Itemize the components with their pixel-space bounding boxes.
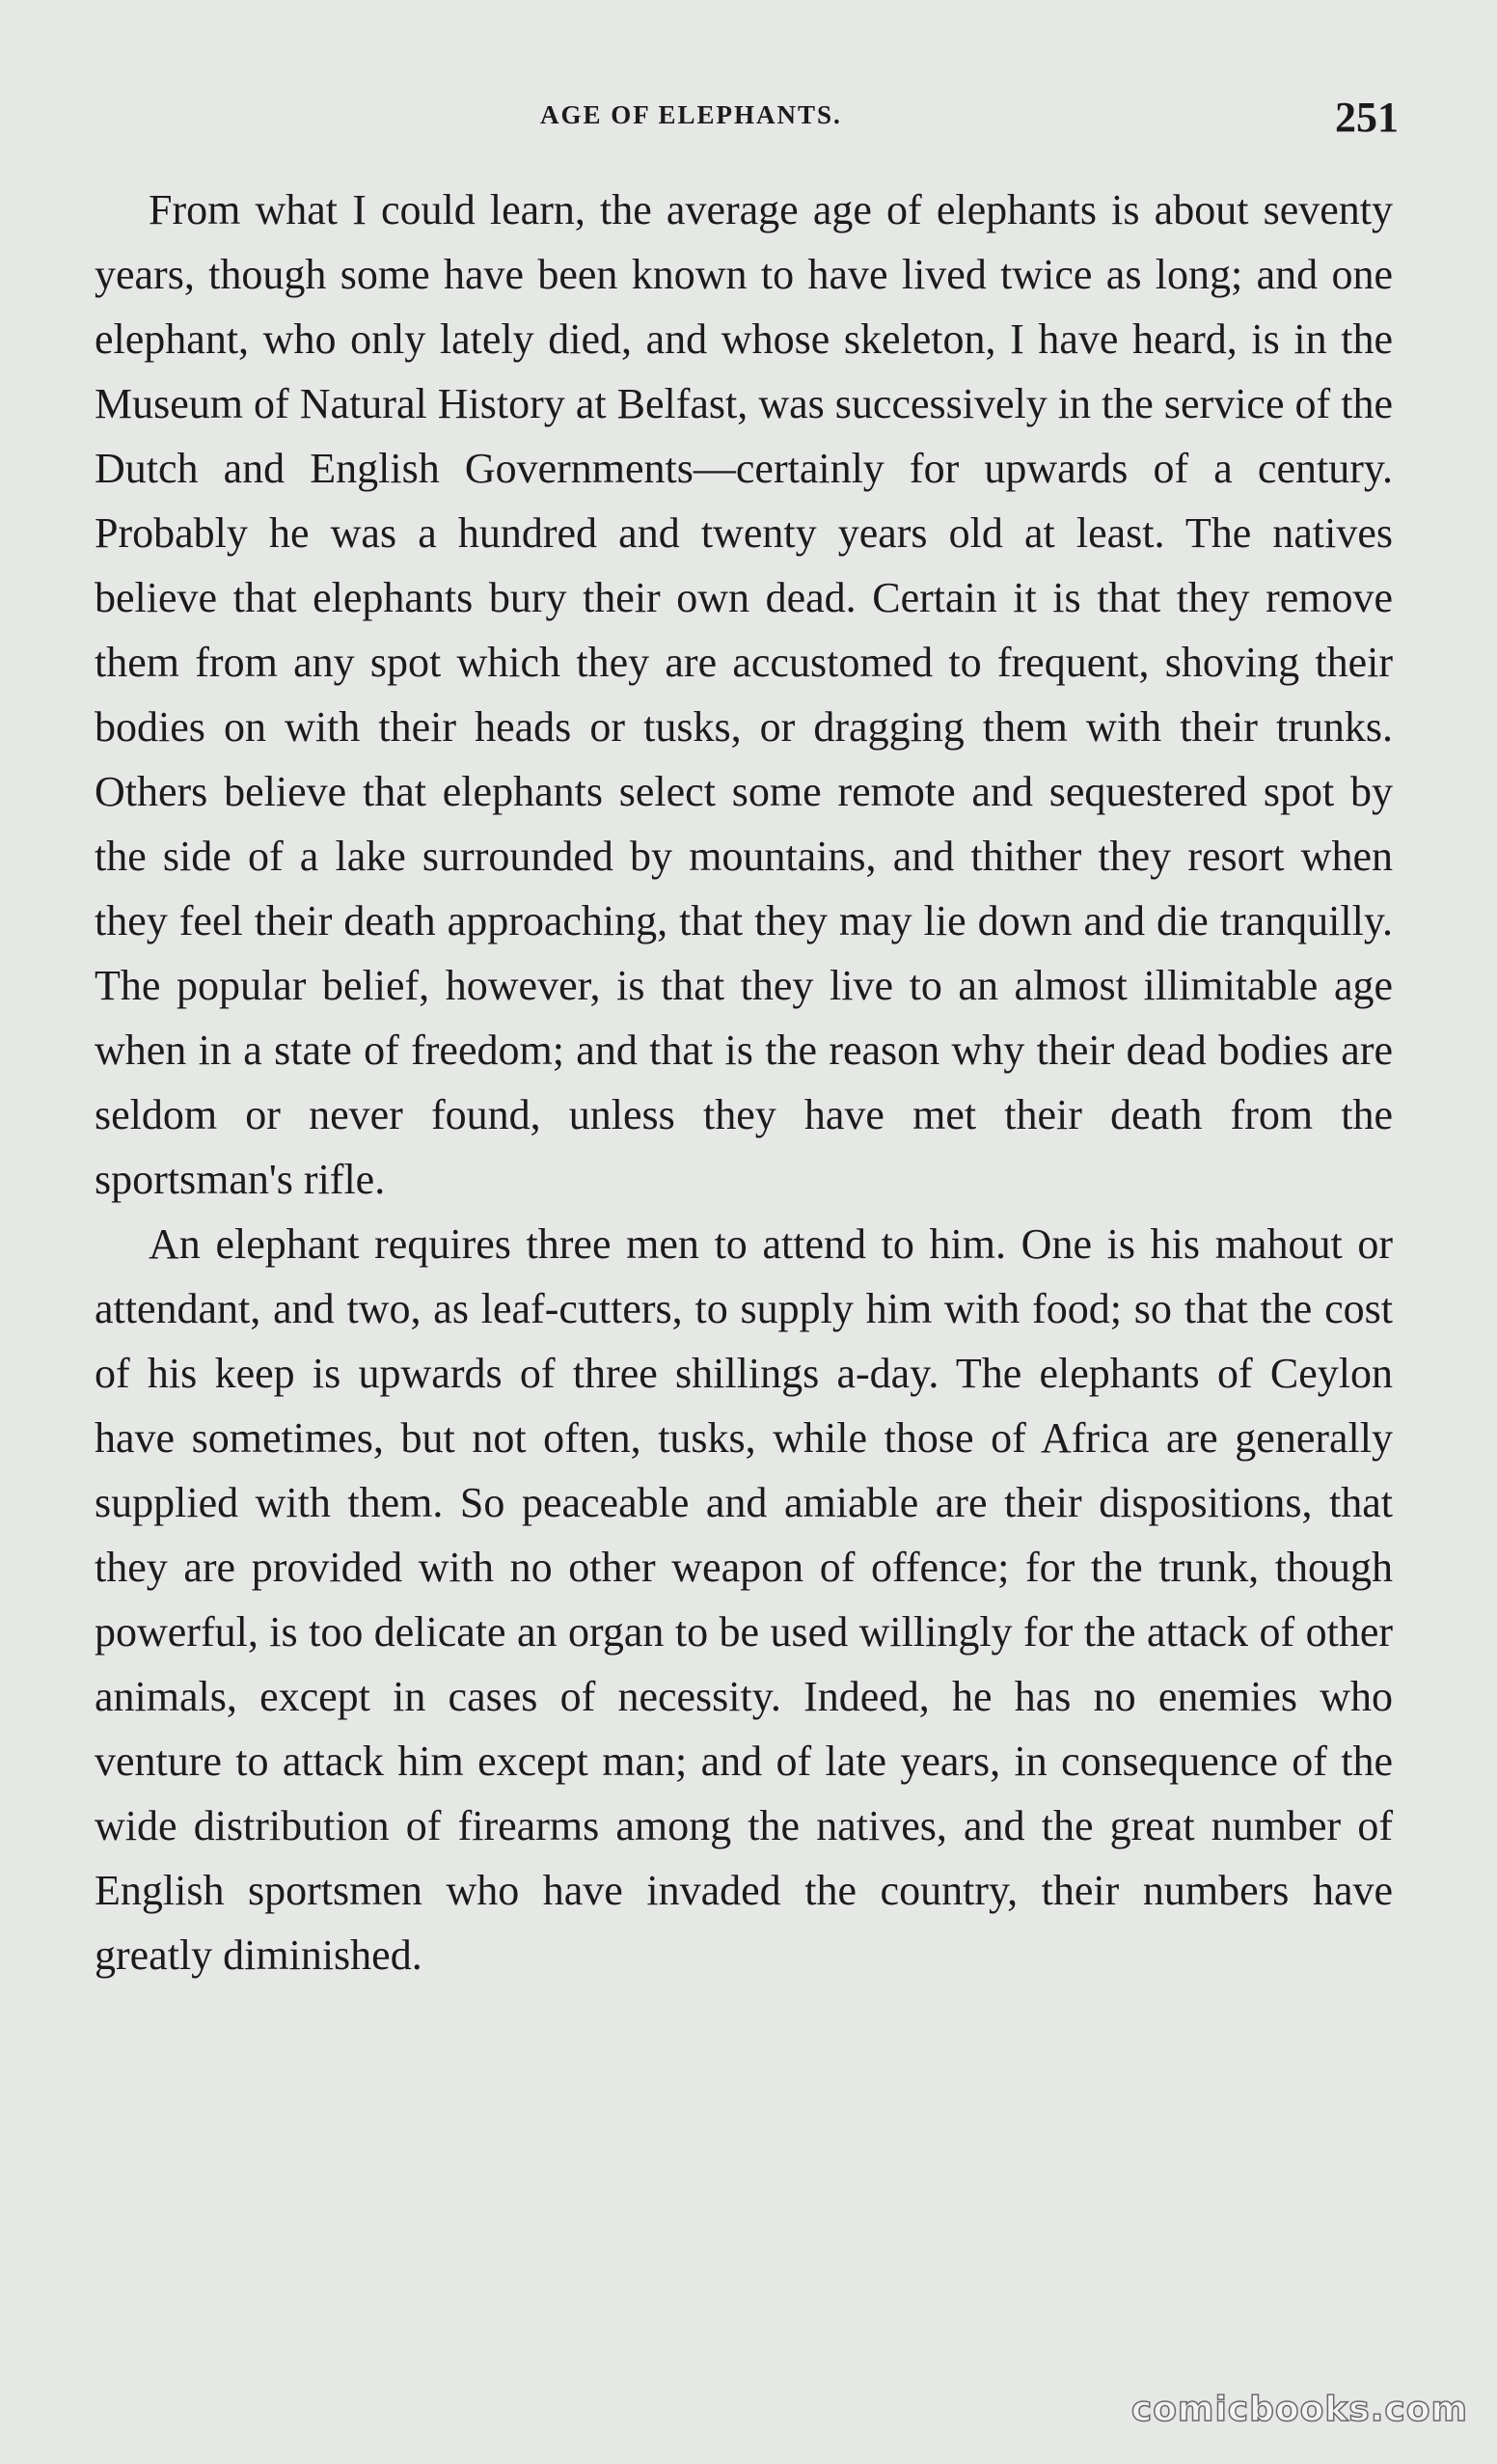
page-number: 251 <box>1335 94 1399 141</box>
running-title: AGE OF ELEPHANTS. <box>540 100 842 129</box>
running-head <box>0 93 1497 151</box>
paragraph-1: From what I could learn, the average age of elephants is about seventy years, though some have been known to have lived twice as long; and one elephant, who only lately died, and whose skeleton, I have heard, is in the Museum of Natural History at Belfast, was successively in the service of the Dutch and English Governments—certainly for upwards of a century. Probably he was a hundred and twenty years old at least. The natives believe that elephants bury their own dead. Certain it is that they remove them from any spot which they are accustomed to frequent, shoving their bodies on with their heads or tusks, or dragging them with their trunks. Others believe that elephants select some remote and sequestered spot by the side of a lake surrounded by mountains, and thither they resort when they feel their death approaching, that they may lie down and die tranquilly. The popular belief, however, is that they live to an almost illimitable age when in a state of freedom; and that is the reason why their dead bodies are seldom or never found, unless they have met their death from the sportsman's rifle. <box>95 186 1393 1203</box>
body-text <box>95 178 1393 1987</box>
watermark: comicbooks.com <box>1130 2390 1468 2429</box>
paragraph-2: An elephant requires three men to attend to him. One is his mahout or attendant, and two, as leaf-cutters, to supply him with food; so that the cost of his keep is upwards of three shillings a-day. The elephants of Ceylon have sometimes, but not often, tusks, while those of Africa are generally supplied with them. So peaceable and amiable are their dispositions, that they are provided with no other weapon of offence; for the trunk, though powerful, is too delicate an organ to be used willingly for the attack of other animals, except in cases of necessity. Indeed, he has no enemies who venture to attack him except man; and of late years, in consequence of the wide distribution of firearms among the natives, and the great number of English sportsmen who have invaded the country, their numbers have greatly diminished. <box>95 1220 1393 1979</box>
